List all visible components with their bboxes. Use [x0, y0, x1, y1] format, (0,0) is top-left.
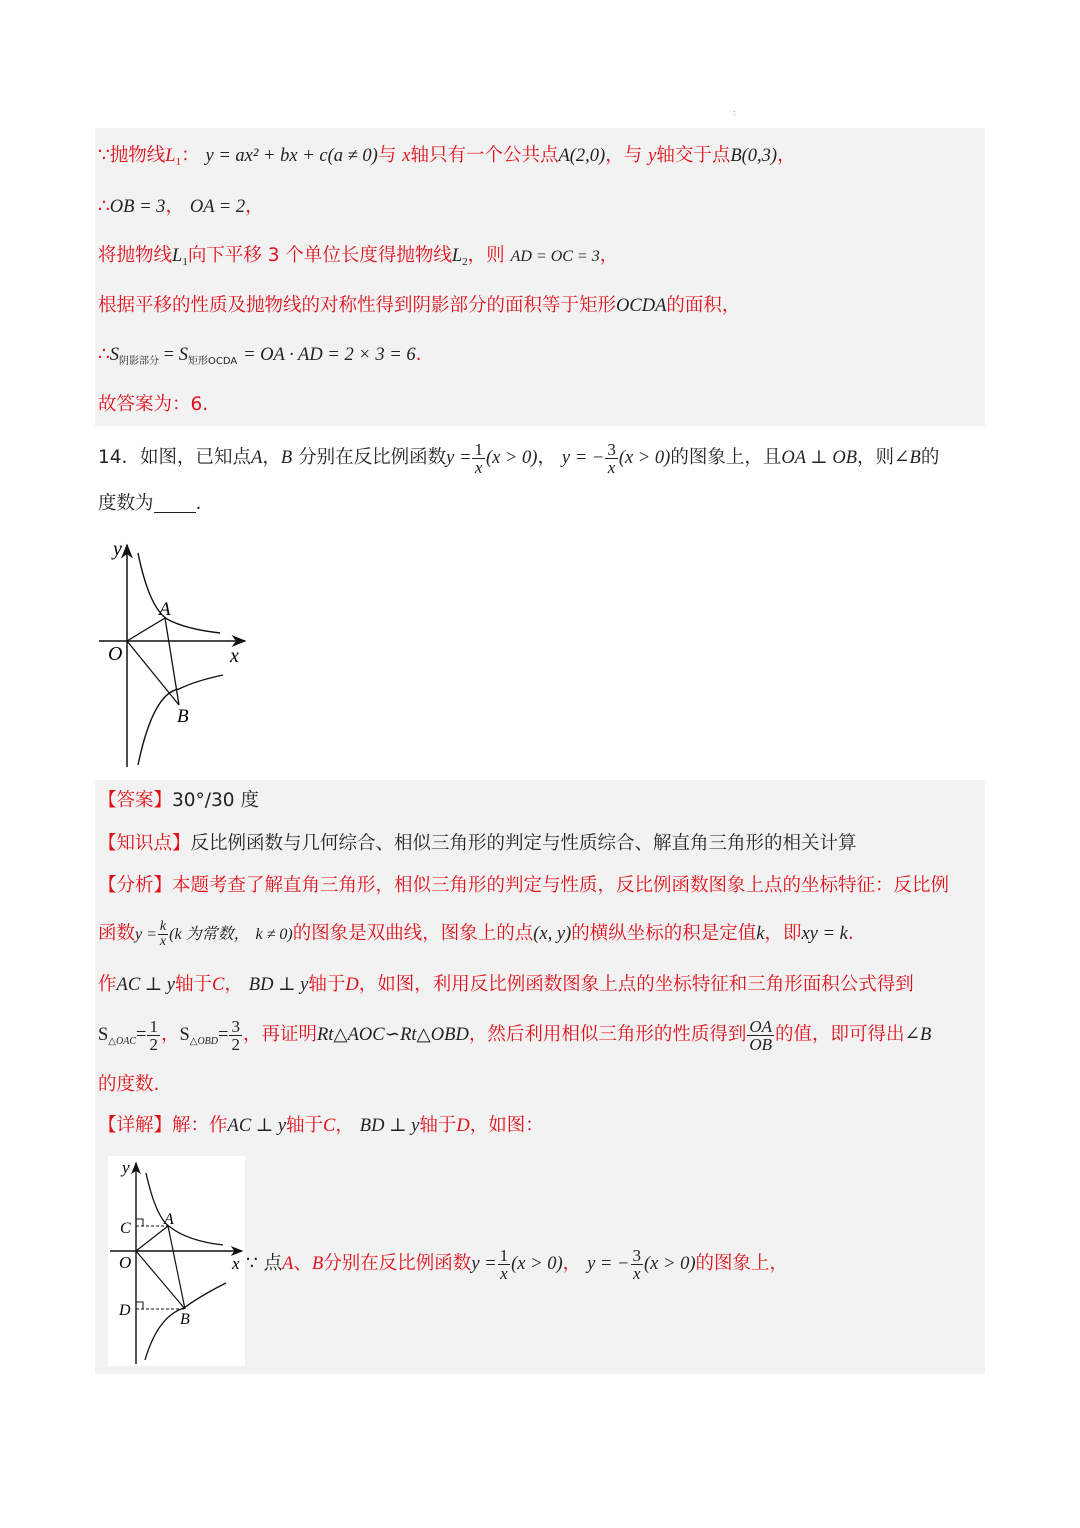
segment-OA-2	[136, 1226, 168, 1251]
question-number: 14．	[98, 447, 141, 468]
label-B-2: B	[180, 1311, 190, 1328]
segment-OB-2	[136, 1251, 185, 1309]
right-angle-mark-D	[136, 1302, 143, 1309]
solution-line-2: ∴OB = 3， OA = 2，	[98, 196, 264, 217]
solution-line-4: 根据平移的性质及抛物线的对称性得到阴影部分的面积等于矩形OCDA的面积，	[98, 295, 741, 316]
analysis-line-3: 作AC ⊥ y轴于C， BD ⊥ y轴于D，如图，利用反比例函数图象上点的坐标特征和三角形面积公式得到	[98, 974, 914, 995]
figure-1-hyperbola-diagram	[95, 535, 255, 770]
right-angle-mark-C	[136, 1219, 143, 1226]
analysis-line-4: $S_{\triangle OAC}=$ $\frac{1}{2}$ ，$S_{\triangle OBD}=$ $\frac{3}{2}$ ，再证明Rt△AOC∽Rt△OBD，然后利用相似三角形的性质得到 $\frac{OA}{OB}$ 的值，即可得出∠B	[98, 1016, 932, 1054]
label-y: y	[113, 538, 122, 560]
analysis-line-5: 的度数.	[98, 1074, 160, 1095]
figure-2-hyperbola-diagram	[108, 1156, 248, 1366]
detail-line-1: 【详解】解：作AC ⊥ y轴于C， BD ⊥ y轴于D，如图：	[98, 1115, 544, 1136]
question-14-line-1: 14．如图，已知点A，B 分别在反比例函数y = $\frac{1}{x}$ (x > 0)， y = − $\frac{3}{x}$ (x > 0)的图象上，且OA ⊥ OB，则∠B的	[98, 439, 940, 477]
answer-tag: 【答案】	[98, 790, 173, 811]
label-y-2: y	[122, 1158, 130, 1177]
label-A-2: A	[164, 1211, 174, 1228]
label-x-2: x	[232, 1254, 240, 1273]
label-C-2: C	[120, 1220, 131, 1237]
segment-OA	[127, 618, 165, 641]
label-O: O	[108, 643, 123, 665]
analysis-line-2: 函数y = $\frac{k}{x}$ (k 为常数， k ≠ 0)的图象是双曲线，图象上的点(x, y)的横纵坐标的积是定值k，即xy = k.	[98, 918, 854, 949]
page-mark: :	[733, 108, 736, 117]
segment-OB	[127, 641, 179, 705]
analysis-line-1: 【分析】本题考查了解直角三角形，相似三角形的判定与性质，反比例函数图象上点的坐标特征：反比例	[98, 875, 950, 896]
label-O-2: O	[119, 1253, 132, 1272]
knowledge-point-line: 【知识点】反比例函数与几何综合、相似三角形的判定与性质综合、解直角三角形的相关计算	[98, 833, 857, 854]
solution-line-3: 将抛物线$L_1$向下平移 3 个单位长度得抛物线$L_2$，则 AD = OC = 3，	[98, 245, 619, 268]
solution-line-1: ∵抛物线$L_1$： y = ax² + bx + c(a ≠ 0)与 x轴只有一个公共点A(2,0)，与 y轴交于点B(0,3)，	[98, 145, 796, 168]
label-D-2: D	[119, 1302, 131, 1319]
detail-line-2: ∵ 点A、B分别在反比例函数y = $\frac{1}{x}$ (x > 0)， y = − $\frac{3}{x}$ (x > 0)的图象上，	[246, 1245, 789, 1283]
label-x: x	[230, 645, 239, 667]
answer-blank	[154, 494, 196, 513]
solution-line-5: $\therefore S_{阴影部分} = S_{矩形OCDA}$ = OA · AD = 2 × 3 = 6.	[98, 344, 422, 367]
label-B: B	[177, 706, 189, 727]
hyperbola-upper-branch	[138, 553, 220, 633]
detail-tag: 【详解】	[98, 1115, 173, 1136]
solution-line-6: 故答案为：6.	[98, 394, 209, 415]
segment-AB-2	[168, 1226, 185, 1309]
question-14-line-2: 度数为 .	[98, 493, 202, 514]
analysis-tag: 【分析】	[98, 875, 173, 896]
knowledge-point-tag: 【知识点】	[98, 833, 191, 854]
answer-line: 【答案】30°/30 度	[98, 790, 259, 811]
label-A: A	[159, 599, 171, 620]
